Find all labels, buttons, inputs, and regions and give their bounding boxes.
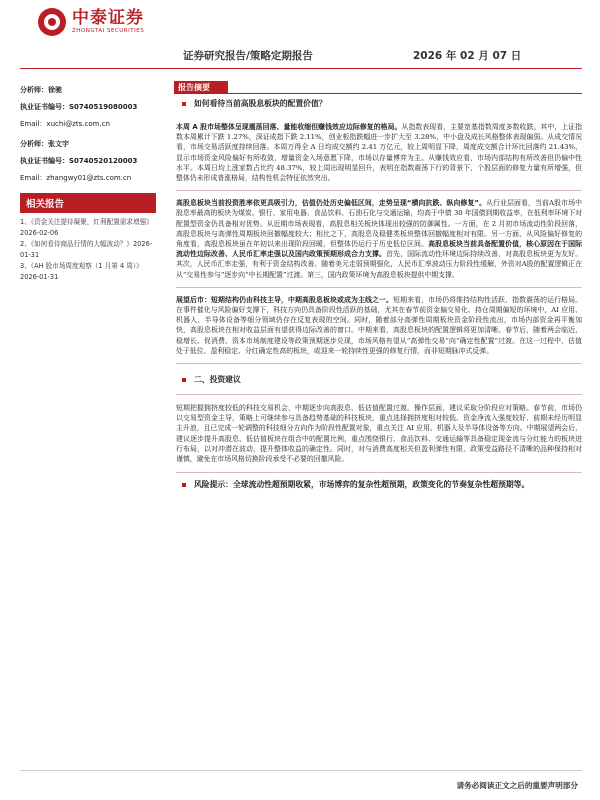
company-logo <box>38 8 144 36</box>
divider <box>176 472 582 473</box>
divider <box>176 190 582 191</box>
risk-warning: 风险提示：全球流动性超预期收紧，市场博弈的复杂性超预期，政策变化的节奏复杂性超预期等。 <box>176 479 582 490</box>
analyst-name: 张文宇 <box>48 140 69 148</box>
bullet-square-icon <box>182 378 186 382</box>
analyst-email[interactable]: xuchi@zts.com.cn <box>46 120 110 128</box>
bullet-square-icon <box>182 483 186 487</box>
section-2-heading: 二、投资建议 <box>176 374 582 385</box>
paragraph-investment-advice: 短期把握拥挤度较低的科技交易机会，中期逐步向高股息、低估值配置过渡。操作层面，建议采取分阶段应对策略。春节前，市场仍以交易型资金主导，策略上可继续参与具备趋势基础的科技板块，重点选择拥挤度相对较低、资金净流入强度较好、前期未经历明显主升浪，且已完成一轮调整的科技细分方向作为阶段性配置对象，重点关注 AI 应用、机器人及半导体设备等方向。中期展望两会后，建议逐步提升高股息、低估值板块在组合中的配置比例，重点围绕银行、食品饮料、交通运输等具备稳定现金流与分红能力的板块进行布局，以对冲潜在波动，提升整体收益的确定性。同时，对与消费高度相关但盈利弹性有限、政策受益路径不清晰的品种保持相对谨慎，避免在市场风格切换阶段承受不必要的回撤风险。 <box>176 404 582 464</box>
related-report-item[interactable]: 3、《AH 股市场周度观察（1 月第 4 周）》2026-01-31 <box>20 262 143 281</box>
bullet-square-icon <box>182 102 186 106</box>
paragraph-high-dividend: 高股息板块当前投资胜率依更具吸引力，估值仍处历史偏低区间，走势呈现“横向抗跌、纵向修复”。从行业层面看，当前A股市场中股息率最高的板块为煤炭、银行、家用电器、食品饮料、石油石化与交通运输，均高于中债 30 年国债到期收益率，在低利率环境下对配置型资金仍具备相对优势。从近期市场表现看，高股息相关板块体现出较强的防御属性。一方面，在 2 月初市场流动性阶段回落，高股息板块与高弹性周期板块回撤幅度较大；相比之下，高股息及稳健类板块整体回撤幅度相对有限。另一方面，从风险偏好修复的角度看，高股息板块虽在年初以来出现阶段回暖，但整体仍运行于历史低位区间。高股息板块当前具备配置价值，核心原因在于国际流动性边际改善、人民币汇率走强以及国内政策预期形成合力支撑。首先，国际流动性环境边际持续改善，对高股息板块更为友好。其次，人民币汇率走强，有利于资金结构改善。随着美元走弱预期强化，人民币汇率波动压力阶段性缓解，外资对A股的配置逻辑正在从“交易性参与”逐步向“中长期配置”过渡。第三，国内政策环境为高股息板块提供中期支撑。 <box>176 199 583 279</box>
logo-en-text: ZHONGTAI SECURITIES <box>72 28 145 34</box>
section-1-heading: 如何看待当前高股息板块的配置价值？ <box>176 98 582 109</box>
sidebar <box>20 85 155 283</box>
paragraph-outlook: 展望后市：短期结构仍由科技主导，中期高股息板块或成为主线之一。短期来看，市场仍将维持结构性活跃、指数震荡的运行格局。在事件催化与风险偏好支撑下，科技方向仍具备阶段性活跃的基础，尤其在春节前资金偏交易化、持仓周期偏短的环境中，AI 应用、机器人、半导体设备等细分领域仍存在反复表现的空间。同时，随着部分高弹性周期板块资金阶段性流出，市场内部资金再平衡加快，高股息板块在相对收益层面有望获得边际改善的窗口。中期来看，高股息板块的配置逻辑将更加清晰。春节后，随着两会临近，稳增长、促消费、资本市场制度建设等政策预期逐步兑现，市场风格有望从“高弹性交易”向“确定性配置”过渡。在这一过程中，估值处于低位、盈利稳定、分红确定性高的板块，或迎来一轮持续性更强的修复行情，而非短期脉冲式反弹。 <box>176 295 583 355</box>
analyst-cert: S0740520120003 <box>69 157 138 165</box>
analyst-cert: S0740519080003 <box>69 103 138 111</box>
report-type: 证券研究报告/策略定期报告 <box>183 50 313 62</box>
related-reports-list <box>20 217 155 282</box>
analyst-name: 徐驰 <box>48 86 62 94</box>
divider <box>176 394 582 395</box>
divider <box>176 287 582 288</box>
logo-cn-text: 中泰证券 <box>72 8 144 28</box>
footer-disclaimer: 请务必阅读正文之后的重要声明部分 <box>456 781 578 790</box>
main-content <box>176 96 582 490</box>
summary-tag: 报告摘要 <box>174 81 228 93</box>
related-reports-title: 相关报告 <box>20 193 156 213</box>
report-date: 2026 年 02 月 07 日 <box>413 50 522 62</box>
summary-divider <box>174 93 582 94</box>
paragraph-market-review: 本周 A 股市场整体呈现震荡回落、量能收缩但赚钱效应边际修复的格局。从指数表现看，主要宽基指数周度多数收跌。其中，上证指数本周累计下跌 1.27%，深证成指下跌 2.11%，创业板指跌幅进一步扩大至 3.28%，中小盘及成长风格整体表现偏弱。从成交情况看，市场交易活跃度持续回落。本周万得全 A 日均成交额约 2.41 万亿元，较上周明显下降，周度成交额合计环比回落约 21.43%，显示市场资金风险偏好有所收敛，增量资金入场意愿下降，市场以存量博弈为主。从赚钱效应看，市场内部结构有所改善但仍偏中性水平。本周日均上涨家数占比约 48.37%，较上周出现明显回升，表明在指数震荡下行的背景下，个股层面的修复力量有所增强，但整体仍未形成普涨格局，结构性机会特征依然突出。 <box>176 123 582 183</box>
analyst-1: 分析师：徐驰 执业证书编号：S0740519080003 Email：xuchi@zts.com.cn <box>20 86 138 128</box>
divider <box>176 363 582 364</box>
related-report-item[interactable]: 2、《如何看待商品行情的大幅波动？》2026-01-31 <box>20 240 153 259</box>
analyst-2: 分析师：张文宇 执业证书编号：S0740520120003 Email：zhangwy01@zts.com.cn <box>20 140 138 182</box>
header-divider <box>20 68 582 69</box>
analyst-email[interactable]: zhangwy01@zts.com.cn <box>46 174 132 182</box>
footer-divider <box>20 770 582 771</box>
logo-emblem-icon <box>38 8 66 36</box>
related-report-item[interactable]: 1、《资金关注提待凝聚，红利配置需求增强》2026-02-06 <box>20 218 153 237</box>
